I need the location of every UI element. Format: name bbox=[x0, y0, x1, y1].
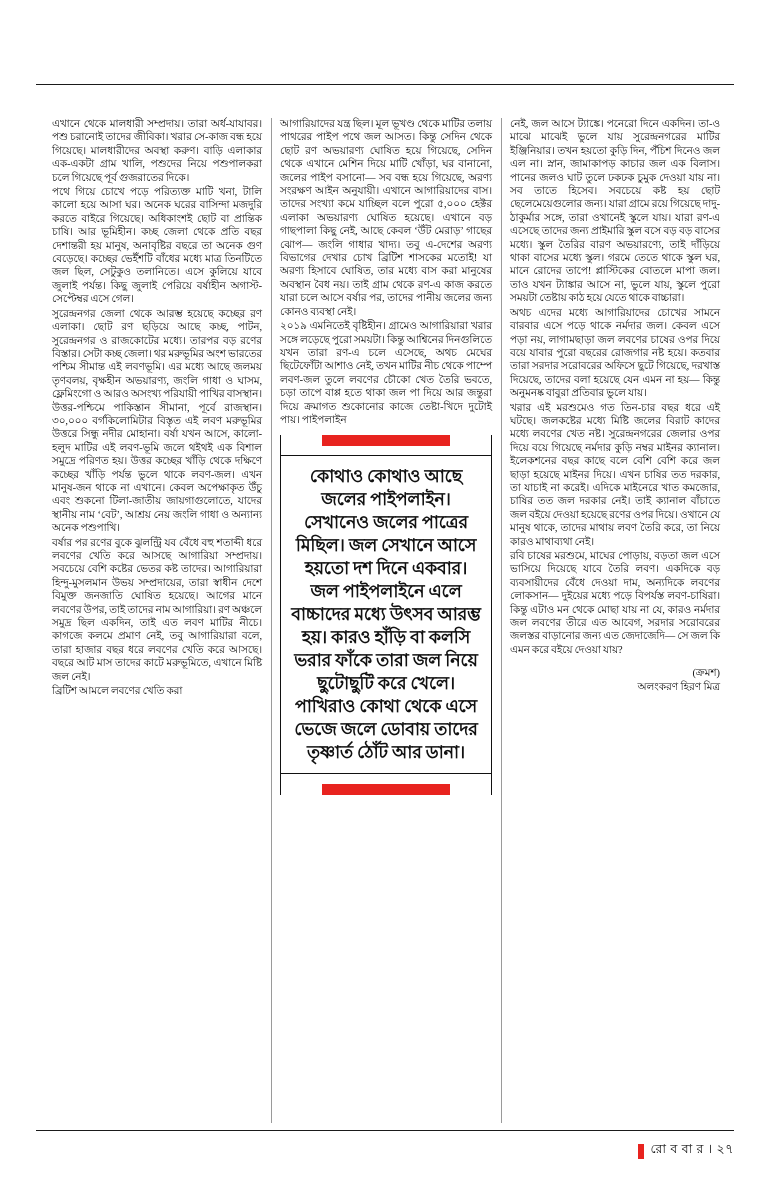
paragraph: নেই, জল আসে ট্যাঙ্কে। পনেরো দিনে একদিন। তা-ও মাঝে মাঝেই ভুলে যায় সুরেন্দ্রনগরের মাটির ইঞ্জিনিয়ার। তখন হয়তো কুড়ি দিন, পঁচিশ দিনেও জল এল না। স্নান, জামাকাপড় কাচার জল এক বিলাস। পানের জলও ঘাট তুলে ঢকঢক চুমুক দেওয়া যায় না। সব তাতে হিসেব। সবচেয়ে কষ্ট হয় ছোট ছেলেমেয়েগুলোর জন্য। যারা গ্রামে রয়ে গিয়েছে দাদু-ঠাকুর্মার সঙ্গে, তারা ওখানেই স্কুলে যায়। যারা রণ-এ এসেছে তাদের জন্য প্রাইমারি স্কুল বসে বড় বড় বাসের মধ্যে। স্কুল তৈরির বারণ অভয়ারণ্যে, তাই দাঁড়িয়ে থাকা বাসের মধ্যে স্কুল। গরমে তেতে থাকে স্কুল ঘর, মানে রোদের তাপে! প্লাস্টিকের বোতলে মাপা জল। তাও যখন ট্যাঙ্কার আসে না, ভুলে যায়, স্কুলে পুরো সময়টা তেষ্টায় কাঠ হয়ে যেতে থাকে বাচ্চারা। bbox=[510, 119, 720, 305]
paragraph: ২০১৯ এমনিতেই বৃষ্টিহীন। গ্রামেও আগারিয়ারা খরার সঙ্গে লড়েছে পুরো সময়টা। কিন্তু আশ্বিনের দিনগুলিতে যখন তারা রণ-এ চলে এসেছে, অথচ মেঘের ছিটেফোঁটা আশাও নেই, তখন মাটির নীচ থেকে পাম্পে লবণ-জল তুলে লবণের চৌকো খেত তৈরি ভবতে, চড়া তাপে বাপ্প হতে থাকা জল পা দিয়ে আর জন্তুরা দিয়ে ক্রমাগত শুকোনোর কাজে তেষ্টা-খিদে দুটোই পায়। পাইপলাইন bbox=[280, 321, 492, 426]
paragraph: এখানে থেকে মালধারী সম্প্রদায়। তারা অর্ধ-যাযাবর। পশু চরানোই তাদের জীবিকা। খরার সে-কাজ বন্ধ হয়ে গিয়েছে। মালধারীদের অবস্থা করুণ। বাড়ি এলাকার এক-একটা গ্রাম খালি, পশুদের নিয়ে পশুপালকরা চলে গিয়েছে পূর্ব গুজরাতের দিকে। bbox=[52, 119, 262, 184]
pull-quote-body bbox=[281, 455, 491, 774]
paragraph: ব্রিটিশ আমলে লবণের খেতি করা bbox=[52, 686, 183, 698]
footer-accent-bar bbox=[638, 1144, 644, 1159]
paragraph: সুরেন্দ্রনগর জেলা থেকে আরম্ভ হয়েছে কচ্ছের রণ এলাকা। ছোট রণ ছড়িয়ে আছে কচ্ছ, পাটন, সুরেন্দ্রনগর ও রাজকোটের মধ্যে। তারপর বড় রণের বিস্তার। সেটা কচ্ছ জেলা। থর মরুভূমির অংশ ভারতের পশ্চিম সীমান্ত এই লবণভূমি। এর মধ্যে আছে জলময় তৃণবলয়, বৃক্ষহীন অভয়ারণ্য, জংলি গাধা ও ঘাসম, ফ্লেমিংগো ও আরও অসংখ্য পরিযায়ী পাখির বাসস্থান। উত্তর-পশ্চিমে পাকিস্তান সীমানা, পূর্বে রাজস্থান। ৩০,০০০ বর্গকিলোমিটার বিস্তৃত এই লবণ মরুভূমির উত্তরে সিন্ধু নদীর মোহানা। বর্ষা যখন আসে, কালো-হলুদ মাটির এই লবণ-ভূমি জলে থইথই এক বিশাল সমুদ্রে পরিণত হয়। উত্তর কচ্ছের খাঁড়ি থেকে দক্ষিণে কচ্ছের খাঁড়ি পর্যন্ত ভুলে থাকে লবণ-জল। এখন মানুষ-জন থাকে না এখানে। কেবল অপেক্ষাকৃত উঁচু এবং শুকনো টিলা-জাতীয় জায়গাগুলোতে, যাদের স্থানীয় নাম ‘বেট’, আশ্রয় নেয় জংলি গাধা ও অন্যান্য অনেক পশুপাখি। bbox=[52, 308, 262, 535]
pull-quote-top-accent-bar bbox=[322, 435, 450, 446]
paragraph: অথচ এদের মধ্যে আগারিয়াদের চোখের সামনে বারবার এসে পড়ে থাকে নর্মদার জল। কেবল এসে পড়া নয়, লাগামছাড়া জল লবণের চাষের ওপর দিয়ে বয়ে যাবার পুরো বছরের রোজগার নষ্ট হয়ে। কতবার তারা সরদার সরোবরের অফিসে ছুটে গিয়েছে, দরখাস্ত দিয়েছে, তাদের বলা হয়েছে যেন এমন না হয়— কিন্তু অনুমনষ্ক বাবুরা প্রতিবার ভুলে যায়। bbox=[510, 307, 720, 400]
pull-quote-bottom-accent-bar bbox=[322, 784, 450, 795]
paragraph: পথে গিয়ে চোখে পড়ে পরিত্যক্ত মাটি খনা, টালি কালো হয়ে আসা ঘর। অনেক ঘরের বাসিন্দা মজদুরি করতে বাইরে গিয়েছে। অধিকাংশই ছোট বা প্রান্তিক চাষি। আর ভূমিহীন। কচ্ছ জেলা থেকে প্রতি বছর দেশান্তরী হয় মানুষ, অনাবৃষ্টির বছরে তা অনেক গুণ বেড়েছে। কচ্ছের ভেইঁশটি বাঁধের মধ্যে মাত্র তিনটিতে জল ছিল, সেটুকুও তলানিতে। এসে কুলিয়ে যাবে জুলাই পর্যন্ত। কিছু জুলাই পেরিয়ে বর্ষাহীন অগাস্ট-সেপ্টেম্বর এসে গেল। bbox=[52, 187, 262, 306]
article-columns bbox=[52, 118, 720, 1123]
illustration-credit: অলংকরণ হিরণ মিত্র bbox=[637, 681, 720, 693]
paragraph: খরার এই মরশুমেও গত তিন-চার বছর ধরে এই ঘটছে। জলকষ্টের মধ্যে মিষ্টি জলের বিরাট কাদের মধ্যে লবণের খেত নষ্ট। সুরেন্দ্রনগরের জেলার ওপর দিয়ে বয়ে গিয়েছে নর্মদার কুড়ি নম্বর মাইনর ক্যানাল। ইলেকশনের বছর কাছে বলে বেশি বেশি করে জল ছাড়া হয়েছে মাইনর দিয়ে। এখন চাষির তত দরকার, তা যাচাই না করেই। এদিকে মাইনেরে খাত কমজোর, চাষির তত জল দরকার নেই। তাই ক্যানাল বাঁচাতে জল বইয়ে দেওয়া হয়েছে রণের ওপর দিয়ে। ওখানে যে মানুষ থাকে, তাদের মাথায় লবণ তৈরি করে, তা নিয়ে কারও মাথাব্যথা নেই। bbox=[510, 402, 720, 548]
continued-note: (ক্রমশ) bbox=[692, 668, 720, 680]
text-column-3 bbox=[510, 118, 720, 1123]
top-divider bbox=[36, 84, 734, 85]
pull-quote bbox=[280, 435, 492, 795]
paragraph: রবি চাষের মরশুমে, মাঘের পোড়ায়, বড়তা জল এসে ভাসিয়ে দিয়েছে যাবে তৈরি লবণ। একদিকে বড় ব্যবসায়ীদের বেঁধে দেওয়া দাম, অন্যদিকে লবণের লোকসান— দুইয়ের মধ্যে পড়ে বিপর্যস্ত লবণ-চাষিরা। কিন্তু এটাও মন থেকে মোছা যায় না যে, কারও নর্মদার জল লবণের তীরে এত আবেগ, সরদার সরোবরের জলস্তর বাড়ানোর জন্য এত জেদাজেদি— সে জল কি এমন করে বইয়ে দেওয়া যায়? bbox=[510, 551, 720, 656]
footer-label: রো ব বা র । ২৭ bbox=[650, 1142, 734, 1156]
bottom-divider bbox=[36, 1130, 734, 1131]
text-column-2 bbox=[280, 118, 492, 1123]
page-footer bbox=[638, 1141, 734, 1161]
pull-quote-text: কোথাও কোথাও আছে জলের পাইপলাইন। সেখানেও জলের পাত্রের মিছিল। জল সেখানে আসে হয়তো দশ দিনে একবার। জল পাইপলাইনে এলে বাচ্চাদের মধ্যে উৎসব আরম্ভ হয়। কারও হাঁড়ি বা কলসি ভরার ফাঁকে তারা জল নিয়ে ছুটোছুটি করে খেলে। পাখিরাও কোথা থেকে এসে ভেজে জলে ডোবায় তাদের তৃষ্ণার্ত ঠোঁট আর ডানা। bbox=[291, 466, 481, 763]
text-column-1 bbox=[52, 118, 262, 1123]
paragraph: বর্ষার পর রণের বুকে ঝুলন্ট্রি যব বেঁধে বহু শতাব্দী ধরে লবণের খেতি করে আসছে আগারিয়া সম্প্রদায়। সবচেয়ে বেশি কষ্টের ভেতর কষ্ট তাদের। আগারিয়ারা হিন্দু-মুসলমান উভয় সম্প্রদায়ের, তারা স্বাধীন দেশে বিমুক্ত জনজাতি ঘোষিত হয়েছে। আগের মানে লবণের উপর, তাই তাদের নাম আগারিয়া। রণ অঞ্চলে সমুদ্র ছিল একদিন, তাই এত লবণ মাটির নীচে। কাগজে কলমে প্রমাণ নেই, তবু আগারিয়ারা বলে, তারা হাজার বছর ধরে লবণের খেতি করে আসছে। বছরে আট মাস তাদের কাটে মরুভূমিতে, এখানে মিষ্টি জল নেই। bbox=[52, 537, 262, 683]
paragraph: আগারিয়াদের যন্ত্র ছিল। মূল ভূখণ্ড থেকে মাটির তলায় পাথরের পাইপ পথে জল আসত। কিন্তু সেদিন থেকে ছোট রণ অভয়ারণ্য ঘোষিত হয়ে গিয়েছে, সেদিন থেকে এখানে মেশিন দিয়ে মাটি খোঁড়া, ঘর বানানো, জলের পাইপ বসানো— সব বন্ধ হয়ে গিয়েছে, অরণ্য সংরক্ষণ আইন অনুযায়ী। এখানে আগারিয়াদের বাস। তাদের সংখ্যা কমে যাচ্ছিল বলে পুরো ৫,০০০ হেক্টর এলাকা অভয়ারণ্য ঘোষিত হয়েছে। এখানে বড় গাছপালা কিছু নেই, আছে কেবল ‘উঁট মেরাড়’ গাছের ঝোপ— জংলি গাধার খাদ্য। তবু এ-দেশের অরণ্য বিভাগের দেখার চোখ ব্রিটিশ শাসকের মতোই! যা অরণ্য হিসাবে ঘোষিত, তার মধ্যে বাস করা মানুষের অবস্থান বৈধ নয়। তাই গ্রাম থেকে রণ-এ কাজ করতে যারা চলে আসে বর্ষার পর, তাদের পানীয় জলের জন্য কোনও ব্যবস্থা নেই। bbox=[280, 119, 492, 318]
